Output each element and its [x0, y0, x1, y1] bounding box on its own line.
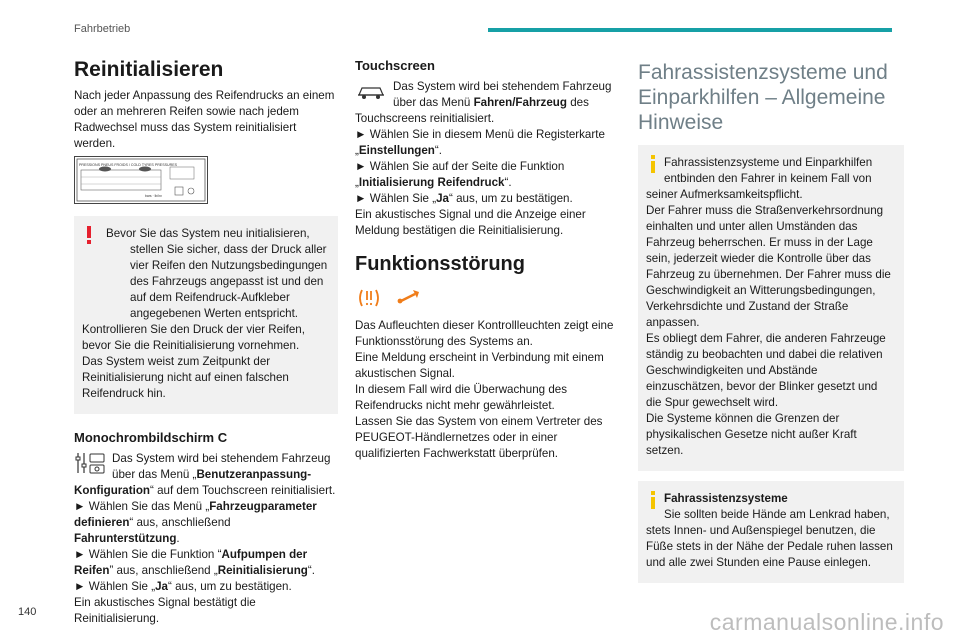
monochrome-step-2: ► Wählen Sie die Funktion “Aufpumpen der Reifen” aus, anschließend „Reinitialisierung“.: [74, 548, 315, 577]
watermark: carmanualsonline.info: [709, 609, 944, 635]
column-right: [638, 56, 904, 583]
section-title-funktionsstoerung: Funktionsstörung: [355, 253, 525, 275]
fault-text-1: Das Aufleuchten dieser Kontrollleuchten zeigt eine Funktionsstörung des Systems an.: [355, 319, 614, 348]
sticker-unit-caption: bars · lb/in²: [145, 194, 162, 198]
tyre-warning-icon: [355, 286, 435, 310]
warning-text-2: Kontrollieren Sie den Druck der vier Reifen, bevor Sie die Reinitialisierung vornehmen.: [82, 323, 305, 352]
column-middle: [355, 58, 619, 462]
monochrome-end: Ein akustisches Signal bestätigt die Reinitialisierung.: [74, 596, 256, 625]
info-text-2: Der Fahrer muss die Straßenverkehrsordnung einhalten und unter allen Umständen das Fahrzeug beherrschen. Er muss in der Lage sein, jederzeit wieder die Kontrolle über das Fahrzeug zu übernehmen. Der Fahrer muss die Geschwindigkeit an Witterungsbedingungen, Verkehrsdichte und Zustand der Straße anpassen.: [646, 204, 891, 329]
info-icon: [646, 490, 660, 510]
wrench-icon: [398, 290, 419, 303]
touchscreen-step-3: ► Wählen Sie „Ja“ aus, um zu bestätigen.: [355, 192, 573, 205]
fault-text-2: Eine Meldung erscheint in Verbindung mit einem akustischen Signal.: [355, 351, 604, 380]
info-text-1: Fahrassistenzsysteme und Einparkhilfen entbinden den Fahrer in keinem Fall von seiner Aufmerksamkeitspflicht.: [646, 156, 873, 201]
exclamation-icon: [82, 225, 96, 245]
tyre-pressure-sticker-image: [74, 156, 208, 204]
tyre-sticker-graphic: [75, 157, 207, 203]
warning-lamps: [355, 286, 619, 310]
header-accent-bar: [488, 28, 892, 32]
info2-title: Fahrassistenzsysteme: [664, 492, 788, 505]
warning-text-3: Das System weist zum Zeitpunkt der Reinitialisierung nicht auf einen falschen Reifendruck hin.: [82, 355, 289, 400]
column-left: [74, 52, 338, 627]
subsection-title-monochrome: Monochrombildschirm C: [74, 430, 228, 445]
intro-paragraph: Nach jeder Anpassung des Reifendrucks an einem oder an mehreren Reifen sowie nach jedem Radwechsel muss das System reinitialisiert werden.: [74, 89, 335, 150]
info-notice-box-1: [638, 145, 904, 471]
monochrome-step-3: ► Wählen Sie „Ja“ aus, um zu bestätigen.: [74, 580, 292, 593]
car-icon: [355, 79, 387, 103]
info-text-3: Es obliegt dem Fahrer, die anderen Fahrzeuge ständig zu beobachten und dabei die relativen Geschwindigkeiten und Abstände einzuschätzen, bevor der Blinker gesetzt und die Spur gewechselt wird.: [646, 332, 886, 409]
info2-text: Sie sollten beide Hände am Lenkrad haben, stets Innen- und Außenspiegel benutzen, die Füße stets in der Nähe der Pedale ruhen lassen und alle zwei Stunden eine Pause einlegen.: [646, 508, 893, 569]
touchscreen-step-2: ► Wählen Sie auf der Seite die Funktion „Initialisierung Reifendruck“.: [355, 160, 565, 189]
touchscreen-paragraph: Das System wird bei stehendem Fahrzeug über das Menü Fahren/Fahrzeug des Touchscreens reinitialisiert.: [355, 80, 612, 125]
settings-screen-icon: [74, 451, 106, 475]
page-number: 140: [18, 606, 37, 618]
touchscreen-end: Ein akustisches Signal und die Anzeige einer Meldung bestätigen die Reinitialisierung.: [355, 208, 586, 237]
info-notice-box-2: [638, 481, 904, 583]
fault-text-4: Lassen Sie das System von einem Vertreter des PEUGEOT-Händlernetzes oder in einer qualifizierten Fachwerkstatt überprüfen.: [355, 415, 603, 460]
running-header: Fahrbetrieb: [74, 23, 131, 35]
info-text-4: Die Systeme können die Grenzen der physikalischen Gesetze nicht außer Kraft setzen.: [646, 412, 857, 457]
touchscreen-step-1: ► Wählen Sie in diesem Menü die Registerkarte „Einstellungen“.: [355, 128, 605, 157]
warning-notice-box: [74, 216, 338, 414]
warning-text-1: Bevor Sie das System neu initialisieren, stellen Sie sicher, dass der Druck aller vier Reifen den Nutzungsbedingungen des Fahrzeugs angepasst ist und den auf dem Reifendruck-Aufkleber angegebenen Werten entspricht.: [106, 227, 328, 320]
monochrome-step-1: ► Wählen Sie das Menü „Fahrzeugparameter definieren“ aus, anschließend Fahrunterstützung.: [74, 500, 317, 545]
info-icon: [646, 154, 660, 174]
sticker-caption: PRESSIONS PNEUS FROIDS / COLD TYRES PRESSURES: [79, 163, 177, 167]
section-title-reinitialisieren: Reinitialisieren: [74, 58, 224, 81]
fault-text-3: In diesem Fall wird die Überwachung des Reifendrucks nicht mehr gewährleistet.: [355, 383, 568, 412]
monochrome-paragraph: Das System wird bei stehendem Fahrzeug über das Menü „Benutzeranpassung-Konfiguration“ auf dem Touchscreen reinitialisiert.: [74, 452, 336, 497]
subsection-title-touchscreen: Touchscreen: [355, 58, 435, 73]
section-title-assistance: Fahrassistenzsysteme und Einparkhilfen – Allgemeine Hinweise: [638, 61, 888, 134]
